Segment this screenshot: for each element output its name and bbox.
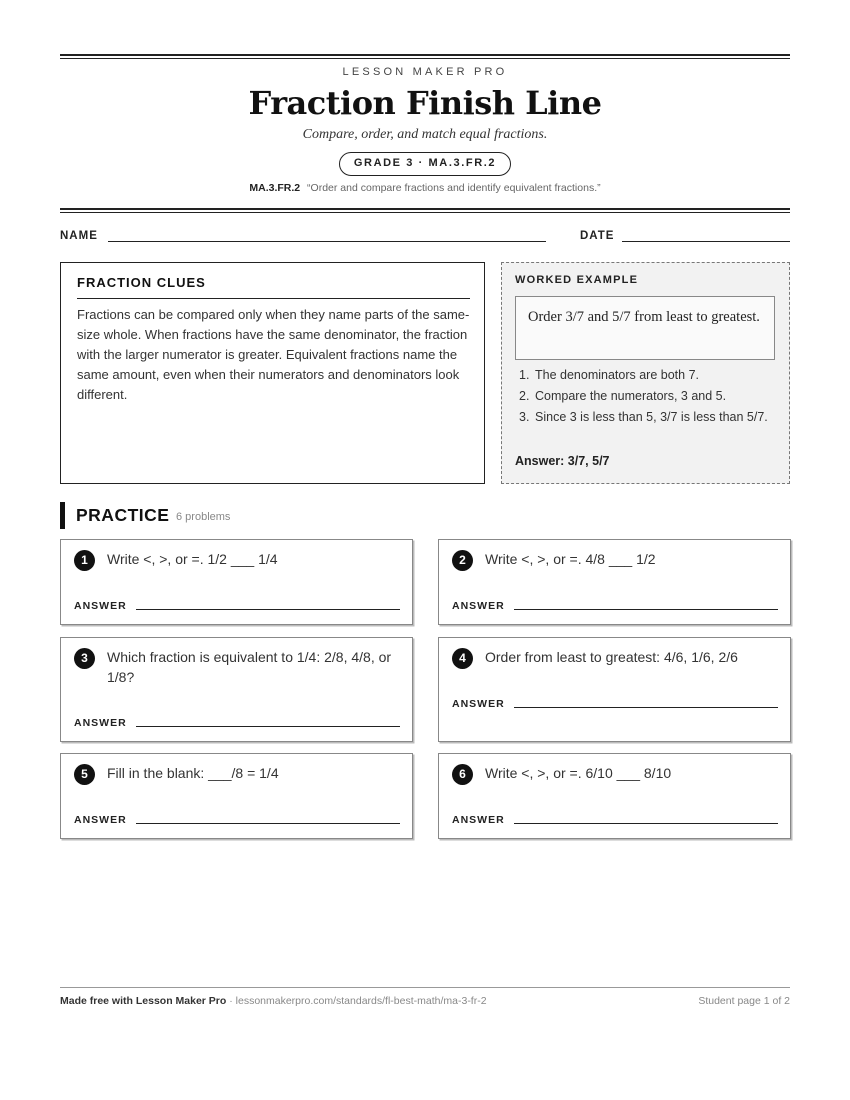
problem-card-6 — [438, 753, 791, 839]
practice-accent-bar — [60, 502, 65, 529]
problem-number-badge: 2 — [452, 550, 473, 571]
worksheet-title: Fraction Finish Line — [248, 84, 602, 122]
footer-page-number: Student page 1 of 2 — [698, 995, 790, 1007]
problem-text: Write <, >, or =. 6/10 ___ 8/10 — [485, 765, 672, 781]
date-label: DATE — [580, 230, 615, 242]
problem-card-5 — [60, 753, 413, 839]
problem-number-badge: 3 — [74, 648, 95, 669]
answer-label: ANSWER — [452, 814, 505, 826]
problem-text: Fill in the blank: ___/8 = 1/4 — [107, 765, 279, 781]
clues-divider — [77, 298, 470, 299]
practice-title: PRACTICE — [76, 505, 170, 525]
problem-text: Write <, >, or =. 1/2 ___ 1/4 — [107, 551, 278, 567]
worked-example-prompt: Order 3/7 and 5/7 from least to greatest. — [515, 296, 775, 360]
problem-card-1 — [60, 539, 413, 625]
brand-name: LESSON MAKER PRO — [342, 66, 508, 78]
worksheet-subtitle: Compare, order, and match equal fractions. — [302, 127, 548, 142]
worked-step — [515, 366, 777, 385]
step-number: 2. — [519, 389, 530, 403]
problem-card-2 — [438, 539, 791, 625]
date-field[interactable] — [622, 241, 790, 242]
step-text: Since 3 is less than 5, 3/7 is less than 5/7. — [535, 410, 768, 424]
answer-line[interactable] — [136, 726, 400, 727]
standard-line — [60, 182, 790, 194]
answer-line[interactable] — [514, 707, 778, 708]
answer-line[interactable] — [136, 823, 400, 824]
header-top-rule — [60, 54, 790, 59]
problem-number-badge: 1 — [74, 550, 95, 571]
problem-number-badge: 5 — [74, 764, 95, 785]
worked-example-steps — [515, 366, 777, 429]
answer-label: ANSWER — [74, 814, 127, 826]
worked-step — [515, 387, 777, 406]
worked-example-title: WORKED EXAMPLE — [515, 274, 639, 286]
name-field[interactable] — [108, 241, 546, 242]
footer-rule — [60, 987, 790, 988]
worked-example-answer: Answer: 3/7, 5/7 — [515, 454, 610, 468]
answer-label: ANSWER — [452, 600, 505, 612]
step-number: 1. — [519, 368, 530, 382]
header-bottom-rule — [60, 208, 790, 213]
fraction-clues-box — [60, 262, 485, 484]
step-text: Compare the numerators, 3 and 5. — [535, 389, 727, 403]
step-text: The denominators are both 7. — [535, 368, 699, 382]
problem-number-badge: 6 — [452, 764, 473, 785]
practice-count: 6 problems — [176, 511, 231, 523]
worksheet-page — [60, 0, 790, 1100]
clues-title: FRACTION CLUES — [77, 275, 206, 290]
footer-credit — [60, 995, 487, 1007]
worked-step — [515, 408, 777, 427]
answer-line[interactable] — [514, 823, 778, 824]
problem-card-3 — [60, 637, 413, 742]
answer-line[interactable] — [514, 609, 778, 610]
standard-code: MA.3.FR.2 — [249, 182, 301, 194]
answer-line[interactable] — [136, 609, 400, 610]
problem-card-4 — [438, 637, 791, 742]
problem-text: Write <, >, or =. 4/8 ___ 1/2 — [485, 551, 656, 567]
worked-example-box — [501, 262, 790, 484]
problem-text: Order from least to greatest: 4/6, 1/6, 2/6 — [485, 649, 738, 665]
answer-label: ANSWER — [74, 600, 127, 612]
clues-text: Fractions can be compared only when they name parts of the same-size whole. When fractions have the same denominator, the fraction with the larger numerator is greater. Equivalent fractions name the same amount, even when their numerators and denominators look different. — [77, 307, 470, 402]
footer-url[interactable]: · lessonmakerpro.com/standards/fl-best-math/ma-3-fr-2 — [226, 995, 487, 1007]
standard-text: “Order and compare fractions and identify equivalent fractions.” — [307, 182, 601, 194]
name-label: NAME — [60, 230, 98, 242]
step-number: 3. — [519, 410, 530, 424]
problem-text: Which fraction is equivalent to 1/4: 2/8, 4/8, or 1/8? — [107, 649, 392, 685]
answer-label: ANSWER — [74, 717, 127, 729]
grade-badge: GRADE 3 · MA.3.FR.2 — [339, 152, 511, 176]
answer-label: ANSWER — [452, 698, 505, 710]
problem-number-badge: 4 — [452, 648, 473, 669]
footer-made-with: Made free with Lesson Maker Pro — [60, 995, 227, 1007]
